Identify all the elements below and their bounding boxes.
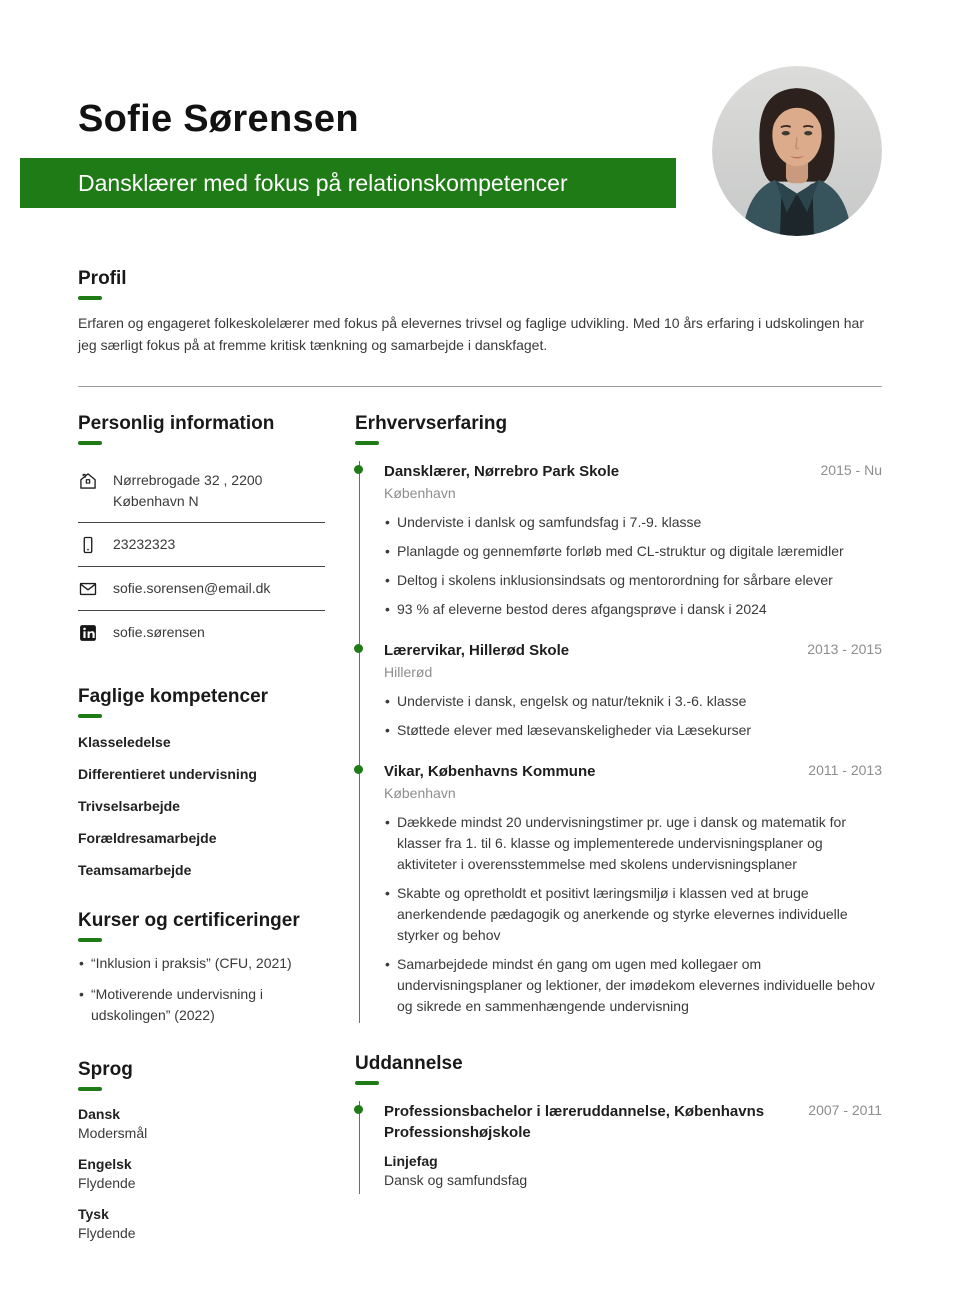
- address-value: Nørrebrogade 32 , 2200 København N: [113, 472, 263, 509]
- address-item: [78, 459, 325, 523]
- course-item: • “Inklusion i praksis” (CFU, 2021): [78, 953, 325, 973]
- skills-heading: Faglige kompetencer: [78, 685, 269, 707]
- job-title: Lærervikar, Hillerød Skole: [384, 642, 570, 660]
- language-level: Modersmål: [78, 1124, 148, 1141]
- experience-heading: Erhvervserfaring: [355, 413, 508, 435]
- skills-section: [78, 686, 325, 878]
- content-columns: [78, 413, 882, 1240]
- courses-heading: Kurser og certificeringer: [78, 909, 300, 931]
- job-title: Dansklærer, Nørrebro Park Skole: [384, 463, 620, 481]
- skill-item: Teamsamarbejde: [78, 861, 192, 878]
- profile-text: Erfaren og engageret folkeskolelærer med fokus på elevernes trivsel og faglige udvikling. Med 10 års erfaring i udskolingen har jeg særligt fokus på at fremme kritisk tænkning og samarbejde i danskfaget.: [78, 315, 864, 353]
- education-header: [384, 1101, 882, 1143]
- phone-item: [78, 523, 325, 567]
- language-name: Engelsk: [78, 1155, 132, 1172]
- language-item: [78, 1206, 325, 1241]
- job-bullet: • Skabte og opretholdt et positivt læringsmiljø i klassen ved at bruge anerkendende pædagogik og anerkende og styrke elevernes individuelle styrker og behov: [384, 883, 882, 946]
- job-entry: [360, 461, 882, 640]
- job-period: 2015 - Nu: [820, 462, 882, 479]
- job-bullet: • Underviste i dansk, engelsk og natur/teknik i 3.-6. klasse: [384, 691, 882, 712]
- phone-icon: [78, 535, 98, 555]
- timeline-dot: [354, 1105, 363, 1114]
- heading-accent-bar: [78, 441, 102, 445]
- skill-item: Trivselsarbejde: [78, 797, 180, 814]
- timeline-dot: [354, 465, 363, 474]
- linkedin-value: sofie.sørensen: [113, 623, 205, 640]
- email-item: [78, 567, 325, 611]
- education-subheading: Linjefag: [384, 1153, 438, 1170]
- skill-item: Differentieret undervisning: [78, 765, 257, 782]
- heading-accent-bar: [78, 714, 102, 718]
- heading-accent-bar: [78, 1087, 102, 1091]
- education-heading: Uddannelse: [355, 1053, 463, 1075]
- job-location: Hillerød: [384, 664, 433, 681]
- job-bullet: • 93 % af eleverne bestod deres afgangsprøve i dansk i 2024: [384, 599, 882, 620]
- skill-item: Forældresamarbejde: [78, 829, 217, 846]
- job-bullet: • Underviste i danlsk og samfundsfag i 7.-9. klasse: [384, 512, 882, 533]
- linkedin-item: [78, 611, 325, 654]
- language-level: Flydende: [78, 1224, 136, 1241]
- personal-info-heading: Personlig information: [78, 413, 275, 435]
- job-entry: [360, 640, 882, 761]
- heading-accent-bar: [355, 441, 379, 445]
- linkedin-icon: [78, 623, 98, 643]
- profile-heading: Profil: [78, 268, 127, 289]
- job-bullet: • Samarbejdede mindst én gang om ugen med kollegaer om undervisningsplaner og lektioner, der imødekom elevernes individuelle behov og sikrede en sammenhængende undervisning: [384, 954, 882, 1017]
- portrait-photo-illustration: [712, 66, 882, 236]
- job-location: København: [384, 485, 456, 502]
- languages-heading: Sprog: [78, 1058, 133, 1080]
- email-icon: [78, 579, 98, 599]
- heading-accent-bar: [78, 938, 102, 942]
- personal-info-list: [78, 459, 325, 654]
- personal-info-section: [78, 413, 325, 654]
- profile-section: [78, 268, 882, 356]
- header: [0, 0, 960, 262]
- course-item: • “Motiverende undervisning i udskolingen” (2022): [78, 984, 325, 1025]
- language-level: Flydende: [78, 1174, 136, 1191]
- left-column: [78, 413, 325, 1240]
- timeline-dot: [354, 644, 363, 653]
- section-divider: [78, 386, 882, 387]
- job-period: 2011 - 2013: [808, 762, 882, 779]
- job-period: 2013 - 2015: [807, 641, 882, 658]
- education-section: [355, 1053, 882, 1194]
- job-bullets: [384, 691, 882, 741]
- job-bullets: [384, 512, 882, 620]
- job-title: Vikar, Københavns Kommune: [384, 763, 596, 781]
- languages-section: [78, 1059, 325, 1241]
- job-bullet: • Deltog i skolens inklusionsindsats og mentorordning for sårbare elever: [384, 570, 882, 591]
- skill-item: Klasseledelse: [78, 733, 171, 750]
- right-column: [355, 413, 882, 1240]
- education-detail: Dansk og samfundsfag: [384, 1172, 528, 1189]
- job-bullet: • Støttede elever med læsevanskeligheder via Læsekurser: [384, 720, 882, 741]
- education-title: Professionsbachelor i læreruddannelse, Københavns Professionshøjskole: [384, 1103, 765, 1142]
- timeline-dot: [354, 765, 363, 774]
- language-item: [78, 1156, 325, 1191]
- job-bullet: • Planlagde og gennemførte forløb med CL-struktur og digitale læremidler: [384, 541, 882, 562]
- home-icon: [78, 471, 98, 491]
- job-header: [384, 761, 882, 782]
- job-header: [384, 461, 882, 482]
- language-item: [78, 1106, 325, 1141]
- job-header: [384, 640, 882, 661]
- language-name: Dansk: [78, 1105, 121, 1122]
- experience-timeline: [359, 461, 882, 1023]
- avatar: [712, 66, 882, 236]
- phone-value: 23232323: [113, 535, 176, 552]
- education-period: 2007 - 2011: [808, 1102, 882, 1119]
- job-title-banner: [20, 158, 676, 208]
- job-bullets: [384, 812, 882, 1017]
- heading-accent-bar: [78, 296, 102, 300]
- job-entry: [360, 761, 882, 1023]
- email-value: sofie.sorensen@email.dk: [113, 579, 271, 596]
- courses-section: [78, 910, 325, 1025]
- job-title-text: Dansklærer med fokus på relationskompetencer: [78, 169, 568, 196]
- education-entry: [360, 1101, 882, 1194]
- job-bullet: • Dækkede mindst 20 undervisningstimer pr. uge i dansk og matematik for klasser fra 1. til 6. klasse og implementerede undervisningsplaner og aktiviteter i overensstemmelse med skolens undervisningsplaner: [384, 812, 882, 875]
- candidate-name: Sofie Sørensen: [78, 98, 359, 140]
- education-timeline: [359, 1101, 882, 1194]
- language-name: Tysk: [78, 1205, 109, 1222]
- heading-accent-bar: [355, 1081, 379, 1085]
- job-location: København: [384, 785, 456, 802]
- experience-section: [355, 413, 882, 1023]
